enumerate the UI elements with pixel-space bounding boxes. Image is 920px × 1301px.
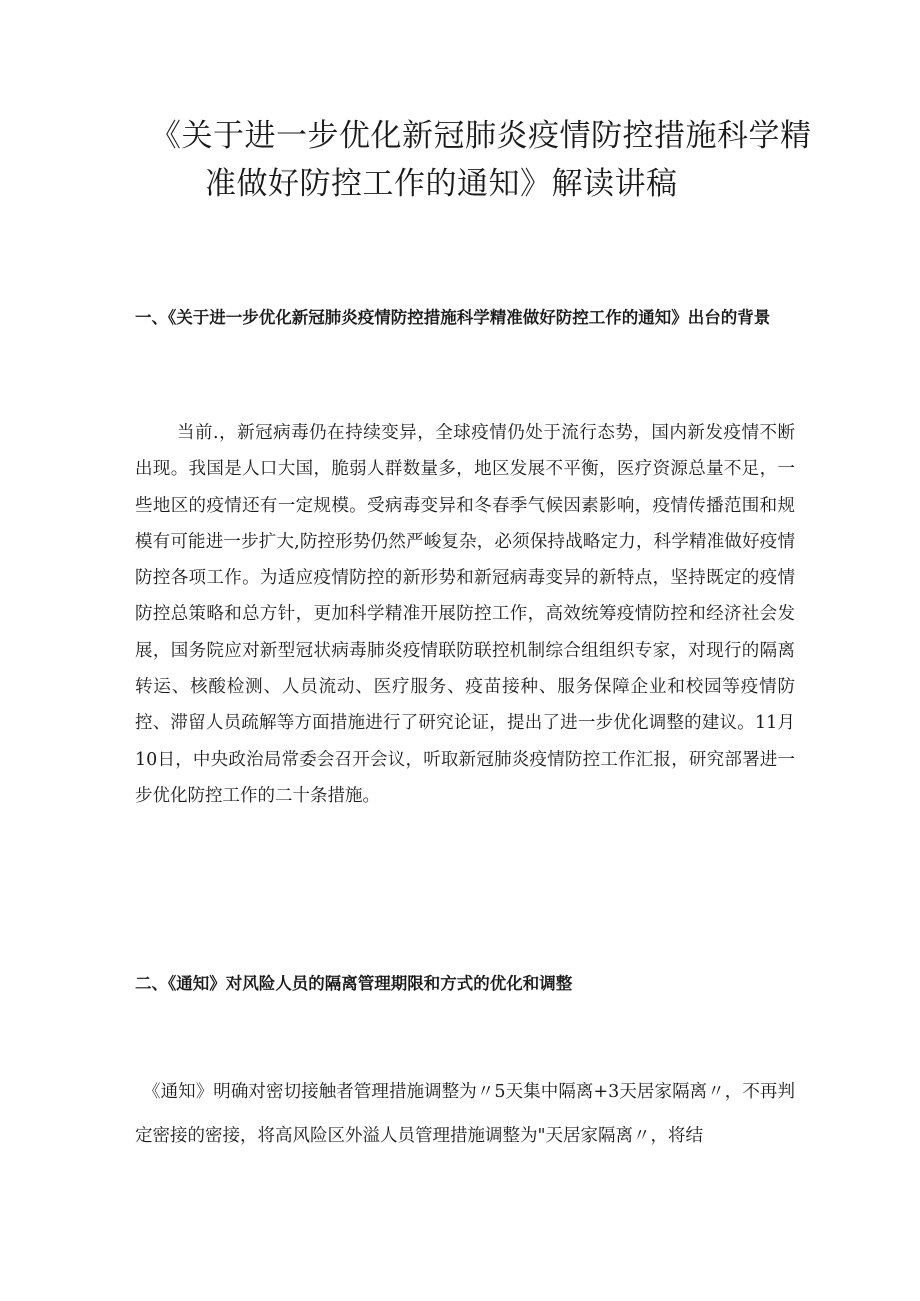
document-title xyxy=(150,112,810,208)
section-heading-background: 一、《关于进一步优化新冠肺炎疫情防控措施科学精准做好防控工作的通知》出台的背景 xyxy=(135,308,771,327)
section-paragraph-background: 当前.，新冠病毒仍在持续变异，全球疫情仍处于流行态势，国内新发疫情不断出现。我国是人口大国，脆弱人群数量多，地区发展不平衡，医疗资源总量不足，一些地区的疫情还有一定规模。受病毒变异和冬春季气候因素影响，疫情传播范围和规模有可能进一步扩大,防控形势仍然严峻复杂，必须保持战略定力，科学精准做好疫情防控各项工作。为适应疫情防控的新形势和新冠病毒变异的新特点，坚持既定的疫情防控总策略和总方针，更加科学精准开展防控工作，高效统筹疫情防控和经济社会发展，国务院应对新型冠状病毒肺炎疫情联防联控机制综合组组织专家，对现行的隔离转运、核酸检测、人员流动、医疗服务、疫苗接种、服务保障企业和校园等疫情防控、滞留人员疏解等方面措施进行了研究论证，提出了进一步优化调整的建议。11月10日，中央政治局常委会召开会议，听取新冠肺炎疫情防控工作汇报，研究部署进一步优化防控工作的二十条措施。 xyxy=(135,423,795,806)
document-title-line-1: 《关于进一步优化新冠肺炎疫情防控措施科学精 xyxy=(150,118,812,154)
document-title-line-2: 准做好防控工作的通知》解读讲稿 xyxy=(205,166,678,202)
section-heading-isolation: 二、《通知》对风险人员的隔离管理期限和方式的优化和调整 xyxy=(135,974,573,993)
section-paragraph-isolation: 《通知》明确对密切接触者管理措施调整为〃5天集中隔离+3天居家隔离〃，不再判定密接的密接，将高风险区外溢人员管理措施调整为"天居家隔离〃，将结 xyxy=(135,1082,795,1146)
